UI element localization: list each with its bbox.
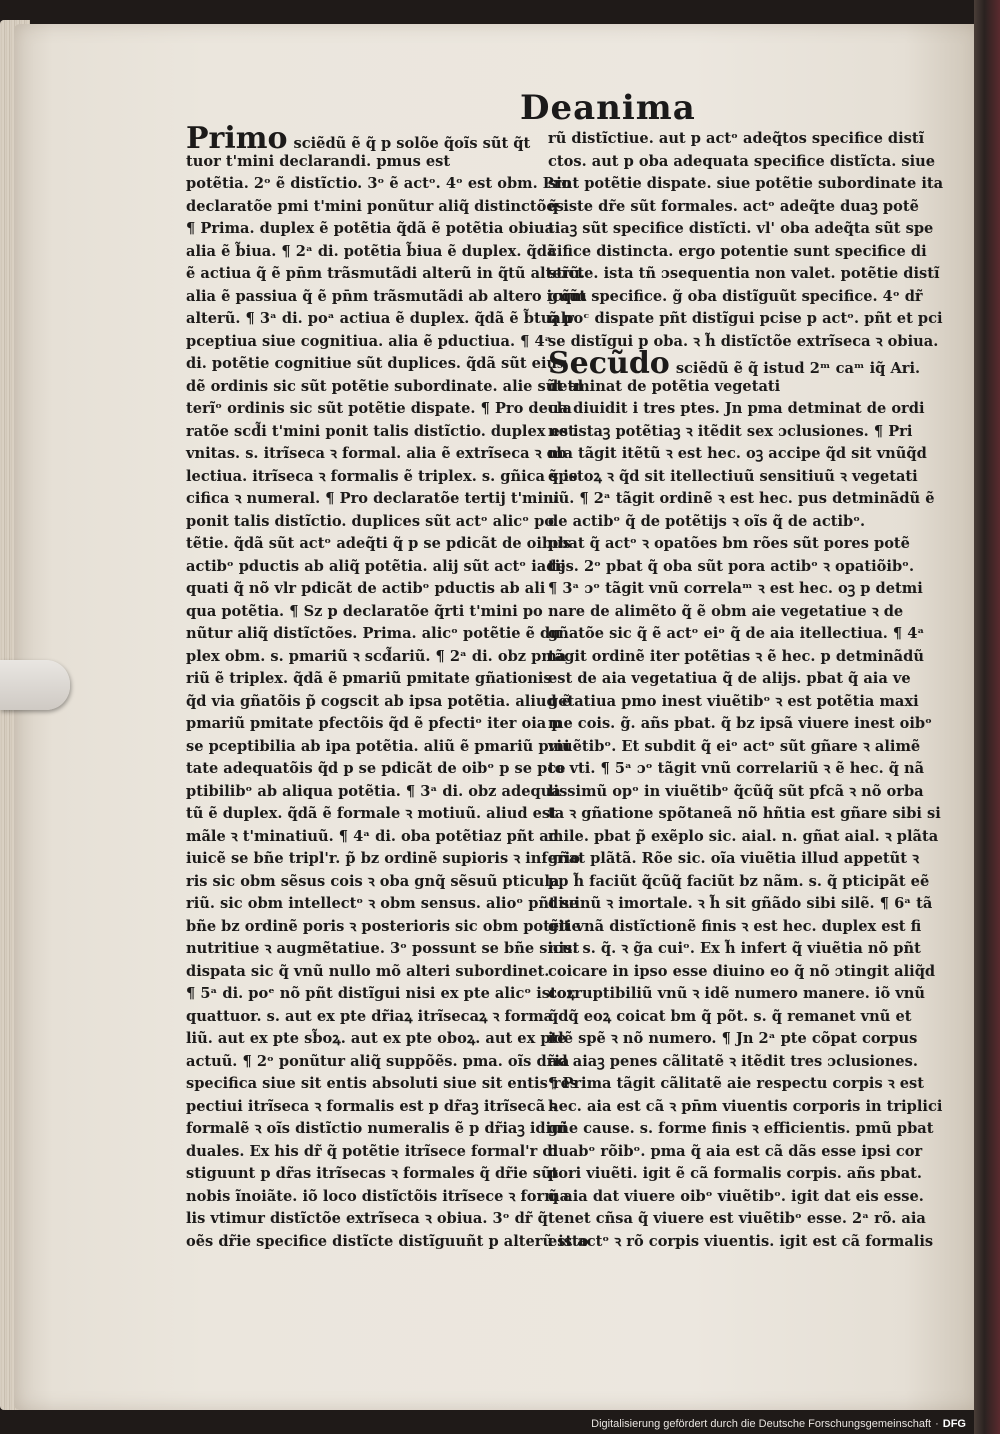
line-text: actibᵒ pductis ab aliq̃ potẽtia. alij sũt actᵒ iade [186,557,566,575]
text-line [186,713,562,736]
line-text: actuũ. ¶ 2ᵒ ponũtur aliq̃ suppõẽs. pma. oĩs dr̃ia [186,1052,570,1070]
text-line [548,668,911,691]
line-text: cifice distincta. ergo potentie sunt specifice di [548,242,927,260]
text-line [548,533,910,556]
line-text: pmariũ pmitate pfectõis q̃d ẽ pfectiᵒ iter oia p [186,715,562,732]
line-text: viuẽtibᵒ. Et subdit q̃ eiᵒ actᵒ sũt gñare ꝛ alimẽ [548,737,921,755]
line-text: gñat plãtã. Rõe sic. oĩa viuẽtia illud appetũt ꝛ [548,850,920,867]
line-text: liũ. aut ex pte sb̃oꝝ. aut ex pte oboꝝ. aut ex pte [186,1030,567,1047]
line-text: est de aia vegetatiua q̃ de alijs. pbat q̃ aia ve [548,670,911,687]
text-line [548,1028,918,1051]
line-text: nare de alimẽto q̃ ẽ obm aie vegetatiue ꝛ de [548,602,904,620]
text-line [186,196,569,219]
text-line [548,1141,923,1164]
line-text: pori viuẽti. igit ẽ cã formalis corpis. añs pbat. [548,1165,922,1182]
text-line [186,263,585,286]
left-text-column [186,121,589,1253]
text-line [186,286,587,309]
text-line [186,1073,579,1096]
text-line [548,758,925,781]
section-initial: Secũdo [548,346,670,381]
text-line [186,488,560,511]
line-text: nis. s. q̃. ꝛ g̃a cuiᵒ. Ex h̃ infert q̃ viuẽtia nõ pñt [548,940,921,957]
line-text: tenet cñsa q̃ viuere est viuẽtibᵒ esse. 2ᵃ rõ. aia [548,1210,926,1227]
line-text: ad aiaꝫ penes cãlitatẽ ꝛ itẽdit tres ɔclusiones. [548,1052,918,1070]
line-text: lis vtimur distĩctõe extrĩseca ꝛ obiua. 3ᵒ dr̃ q̃ [186,1210,548,1227]
line-text: ponit talis distĩctio. duplices sũt actᵒ alicᵒ po [186,512,555,530]
text-line [548,983,925,1006]
text-line [548,421,913,444]
line-text: duales. Ex his dr̃ q̃ potẽtie itrĩsece formal'r di [186,1142,559,1160]
line-text: tuor t'mini declarandi. pmus est [186,152,451,170]
text-line [186,1096,558,1119]
text-line [186,938,580,961]
text-line [186,1028,567,1051]
text-line [548,578,923,601]
text-line [548,938,921,961]
text-line [186,961,550,984]
text-line [548,241,927,264]
text-line [548,713,932,736]
line-text: stĩcte. ista tñ ɔsequentia non valet. potẽtie distĩ [548,265,940,282]
line-text: tate adequatõis q̃d p se pdicãt de oibᵒ p se pce [186,760,566,777]
line-text: ¶ 3ᵃ ɔᵒ tãgit vnũ correlaᵐ ꝛ est hec. oꝫ p detmi [548,580,923,597]
line-text: tiaꝫ sũt specifice distĩcti. vl' oba adeq̃ta sũt spe [548,220,934,237]
text-line [548,488,935,511]
line-text: getatiua pmo inest viuẽtibᵒ ꝛ est potẽtia maxi [548,692,919,710]
text-line [548,556,915,579]
running-head: Deanima [520,88,696,128]
text-line [548,1186,924,1209]
line-text: hec. aia est cã ꝛ pn̄m viuentis corporis in triplici [548,1097,943,1115]
text-line [548,601,904,624]
line-text: me cois. g̃. añs pbat. q̃ bz ipsã viuere inest oibᵒ [548,715,932,732]
line-text: ¶ Prima tãgit cãlitatẽ aie respectu corpis ꝛ est [548,1075,925,1092]
line-text: ¶ Prima. duplex ẽ potẽtia q̃dã ẽ potẽtia obiua [186,220,555,237]
text-line [548,1096,943,1119]
text-line [186,241,557,264]
footer-credit [591,1418,966,1430]
line-text: ¶ 5ᵃ di. poᵉ nõ pñt distĩgui nisi ex pte alicᵒ istoꝝ [186,985,575,1002]
text-line [186,151,536,174]
line-text: sint potẽtie dispate. siue potẽtie subordinate ita [548,175,944,192]
text-line [186,511,555,534]
line-text: alia ẽ b̃iua. ¶ 2ᵃ di. potẽtia b̃iua ẽ duplex. q̃dã [186,242,557,260]
line-text: nutritiue ꝛ augmẽtatiue. 3ᵒ possunt se bñe sicut [186,940,580,957]
text-line [186,623,561,646]
text-line [186,758,566,781]
line-text: sciẽdũ ẽ q̃ istud 2ᵐ caᵐ iq̃ Ari. [675,360,921,377]
text-line [186,398,572,421]
text-line [548,398,925,421]
text-line [548,263,940,286]
text-line [548,1006,912,1029]
right-text-column [548,128,944,1253]
line-text: specifica siue sit entis absoluti siue sit entis res [186,1075,579,1092]
line-text: q̃ istoꝝ ꝛ q̃d sit itellectiuũ sensitiuũ ꝛ vegetati [548,467,918,485]
text-line [548,443,927,466]
text-line [186,353,567,376]
text-line [548,1118,934,1141]
line-text: nũtur aliq̃ distĩctões. Prima. alicᵒ potẽtie ẽ du [186,625,561,642]
text-line [548,128,925,151]
text-line [548,646,924,669]
line-text: q̃ aia dat viuere oibᵒ viuẽtibᵒ. igit dat eis esse. [548,1187,924,1205]
line-text: mãle ꝛ t'minatiuũ. ¶ 4ᵃ di. oba potẽtiaz pñt ad [186,827,559,845]
line-text: detminat de potẽtia vegetati [548,377,781,395]
line-text: q̃dq̃ eoꝝ coicat bm q̃ põt. s. q̃ remanet vnũ et [548,1007,912,1025]
line-text: tijs. 2ᵒ pbat q̃ oba sũt pora actibᵒ ꝛ opatiõibᵒ. [548,557,915,575]
line-text: tẽtie. q̃dã sũt actᵒ adeq̃ti q̃ p se pdicãt de oibus [186,535,571,552]
text-line [186,218,555,241]
text-line [548,1051,918,1074]
text-line [186,1208,548,1231]
text-line [548,893,933,916]
line-text: tũ ẽ duplex. q̃dã ẽ formale ꝛ motiuũ. aliud est [186,805,557,822]
text-line [186,893,579,916]
line-text: oẽs dr̃ie specifice distĩcte distĩguuñt p alterũ isto [186,1232,589,1250]
text-line [548,286,923,309]
line-text: iuicẽ se bñe tripl'r. p̃ bz ordinẽ supioris ꝛ inferio [186,850,580,867]
line-text: se distĩgui p oba. ꝛ h̃ distĩctõe extrĩseca ꝛ obiua. [548,332,939,350]
text-line [186,466,578,489]
text-line [548,151,936,174]
text-line [186,646,567,669]
text-line [186,173,572,196]
line-text: corruptibiliũ vnũ ꝛ idẽ numero manere. iõ vnũ [548,985,925,1002]
line-text: riũ ẽ triplex. q̃dã ẽ pmariũ pmitate gñationis [186,670,552,687]
line-text: guũt specifice. g̃ oba distĩguũt specifice. 4ᵒ dr̃ [548,287,923,305]
line-text: gñe cause. s. forme finis ꝛ efficientis. pmũ pbat [548,1120,934,1137]
line-text: duabᵒ rõibᵒ. pma q̃ aia est cã dãs esse ipsi cor [548,1142,923,1160]
line-text: ptibilibᵒ ab aliqua potẽtia. ¶ 3ᵃ di. obz adequa [186,782,561,800]
text-line [186,1163,559,1186]
line-text: lissimũ opᵒ in viuẽtibᵒ q̃cũq̃ sũt pfcã ꝛ nõ orba [548,782,924,800]
line-text: di. potẽtie cognitiue sũt duplices. q̃dã sũt eiusͤ [186,355,567,372]
line-text: pceptiua siue cognitiua. alia ẽ pductiua. ¶ 4ᵃ [186,332,552,350]
line-text: q̃ iste dr̃e sũt formales. actᵒ adeq̃te duaꝫ potẽ [548,197,919,215]
line-text: est actᵒ ꝛ rõ corpis viuentis. igit est cã formalis [548,1232,934,1250]
line-text: cifica ꝛ numeral. ¶ Pro declaratõe tertij t'mini [186,490,560,507]
line-text: potẽtia. 2ᵒ ẽ distĩctio. 3ᵒ ẽ actᵒ. 4ᵒ est obm. Pro [186,175,572,192]
text-line [186,1141,559,1164]
text-line [548,1073,925,1096]
text-line [548,961,936,984]
separator-dot: · [935,1418,939,1430]
text-line [548,1231,934,1254]
text-line [186,533,571,556]
text-line [186,1231,589,1254]
line-text: mile. pbat p̃ exẽplo sic. aial. n. gñat aial. ꝛ plãta [548,827,939,845]
line-text: declaratõe pmi t'mini ponũtur aliq̃ distinctões. [186,197,569,215]
text-line [548,218,934,241]
text-line [186,443,567,466]
text-line [548,781,924,804]
text-line [548,691,919,714]
bookmark-clip [0,660,70,710]
line-text: q̃ poᶜ dispate pñt distĩgui pcise p actᵒ. pñt et pci [548,310,943,327]
text-line [186,601,543,624]
text-line [548,1208,926,1231]
text-line [186,848,580,871]
line-text: dẽ ordinis sic sũt potẽtie subordinate. alie sũt al [186,377,584,395]
text-line [186,121,536,156]
section-initial: Primo [186,121,288,156]
text-line [186,781,561,804]
text-line [186,1051,570,1074]
footer-text: Digitalisierung gefördert durch die Deutsche Forschungsgemeinschaft [591,1418,932,1430]
line-text: pp h̃ faciũt q̃cũq̃ faciũt bz nãm. s. q̃ pticipãt eẽ [548,872,930,890]
text-line [186,736,570,759]
line-text: nobis ĩnoiãte. iõ loco distĩctõis itrĩsece ꝛ forma [186,1187,570,1205]
text-line [548,871,930,894]
text-line [548,1163,922,1186]
line-text: riũ. sic obm intellectᵒ ꝛ obm sensus. alioᵒ pñt se [186,895,579,912]
line-text: dispata sic q̃ vnũ nullo mõ alteri subordinet. [186,962,550,980]
dfg-logo: DFG [942,1418,966,1430]
line-text: git vnã distĩctionẽ finis ꝛ est hec. duplex est fi [548,917,922,935]
line-text: bñe bz ordinẽ poris ꝛ posterioris sic obm potẽtie [186,917,581,935]
line-text: gñatõe sic q̃ ẽ actᵒ eiᵒ q̃ de aia itellectiua. ¶ 4ᵃ [548,625,925,642]
line-text: rũ distĩctiue. aut p actᵒ adeq̃tos specifice distĩ [548,130,925,147]
text-line [548,826,939,849]
text-line [548,623,925,646]
text-line [548,511,904,534]
line-text: quati q̃ nõ vlr pdicãt de actibᵒ pductis ab ali [186,580,546,597]
line-text: coicare in ipso esse diuino eo q̃ nõ ɔtingit aliq̃d [548,962,936,980]
text-line [186,1118,568,1141]
line-text: stiguunt p dr̃as itrĩsecas ꝛ formales q̃ dr̃ie sũt [186,1165,559,1182]
line-text: ne istaꝫ potẽtiaꝫ ꝛ itẽdit sex ɔclusiones. ¶ Pri [548,422,913,440]
text-line [186,916,581,939]
line-text: plex obm. s. pmariũ ꝛ scd̃ariũ. ¶ 2ᵃ di. obz pma [186,647,567,665]
line-text: qua potẽtia. ¶ Sz p declaratõe q̃rti t'mini po [186,602,543,620]
line-text: sciẽdũ ẽ q̃ p solõe q̃oĩs sũt q̃t [293,135,531,152]
line-text: tãgit ordinẽ iter potẽtias ꝛ ẽ hec. p detminãdũ [548,647,924,665]
line-text: alia ẽ passiua q̃ ẽ pn̄m trãsmutãdi ab altero icq̃m [186,287,587,305]
text-line [186,691,572,714]
line-text: ris sic obm sẽsus cois ꝛ oba gnq̃ sẽsuũ pticula [186,872,560,890]
line-text: ta ꝛ gñatione spõtaneã nõ hñtia est gñare sibi si [548,805,941,822]
line-text: diuinũ ꝛ imortale. ꝛ h̃ sit gñãdo sibi silẽ. ¶ 6ᵃ tã [548,895,933,912]
text-line [548,196,919,219]
binding-fold [974,0,1000,1434]
line-text: pbat q̃ actᵒ ꝛ opatões bm rões sũt pores potẽ [548,535,910,552]
line-text: ma tãgit itẽtũ ꝛ est hec. oꝫ accipe q̃d sit vnũq̃d [548,445,927,462]
text-line [186,1186,570,1209]
line-text: de actibᵒ q̃ de potẽtijs ꝛ oĩs q̃ de actibᵒ. [548,512,866,530]
text-line [548,916,922,939]
line-text: ctos. aut p oba adequata specifice distĩcta. siue [548,152,936,170]
text-line [548,736,921,759]
text-line [186,668,552,691]
text-line [186,421,575,444]
line-text: alterũ. ¶ 3ᵃ di. poᵃ actiua ẽ duplex. q̃dã ẽ b̃tualr [186,310,575,327]
line-text: formalẽ ꝛ oĩs distĩctio numeralis ẽ p dr̃iaꝫ idiui [186,1120,568,1137]
text-line [548,376,904,399]
text-line [548,848,920,871]
line-text: pectiui itrĩseca ꝛ formalis est p dr̃aꝫ itrĩsecã ꝛ [186,1097,558,1115]
text-line [548,346,921,381]
text-line [548,466,918,489]
line-text: terĩᵒ ordinis sic sũt potẽtie dispate. ¶ Pro decla [186,400,572,417]
line-text: quattuor. s. aut ex pte dr̃iaꝝ itrĩsecaꝝ ꝛ forma [186,1007,554,1025]
line-text: q̃d via gñatõis p̃ cogscit ab ipsa potẽtia. aliud ẽ [186,692,572,710]
text-line [186,1006,554,1029]
text-line [186,803,557,826]
text-line [186,331,552,354]
text-line [186,578,546,601]
line-text: lectiua. itrĩseca ꝛ formalis ẽ triplex. s. gñica spe [186,467,578,485]
text-line [186,826,559,849]
line-text: ẽ actiua q̃ ẽ pn̄m trãsmutãdi alterũ in q̃tũ alterũ. [186,265,585,282]
text-line [186,376,584,399]
text-line [548,173,944,196]
text-line [186,308,575,331]
line-text: uũ. ¶ 2ᵃ tãgit ordinẽ ꝛ est hec. pus detminãdũ ẽ [548,490,935,507]
text-line [548,308,943,331]
line-text: ratõe scd̃i t'mini ponit talis distĩctio. duplex est [186,422,575,440]
text-line [186,556,566,579]
line-text: se pceptibilia ab ipa potẽtia. aliũ ẽ pmariũ pmi [186,737,570,755]
line-text: to vti. ¶ 5ᵃ ɔᵒ tãgit vnũ correlariũ ꝛ ẽ hec. q̃ nã [548,760,925,777]
line-text: idẽ spẽ ꝛ nõ numero. ¶ Jn 2ᵃ pte cõpat corpus [548,1030,918,1047]
line-text: vnitas. s. itrĩseca ꝛ formal. alia ẽ extrĩseca ꝛ ob [186,445,567,462]
text-line [186,871,560,894]
text-line [548,803,941,826]
text-line [186,983,575,1006]
line-text: ua diuidit i tres ptes. Jn pma detminat de ordi [548,400,925,417]
